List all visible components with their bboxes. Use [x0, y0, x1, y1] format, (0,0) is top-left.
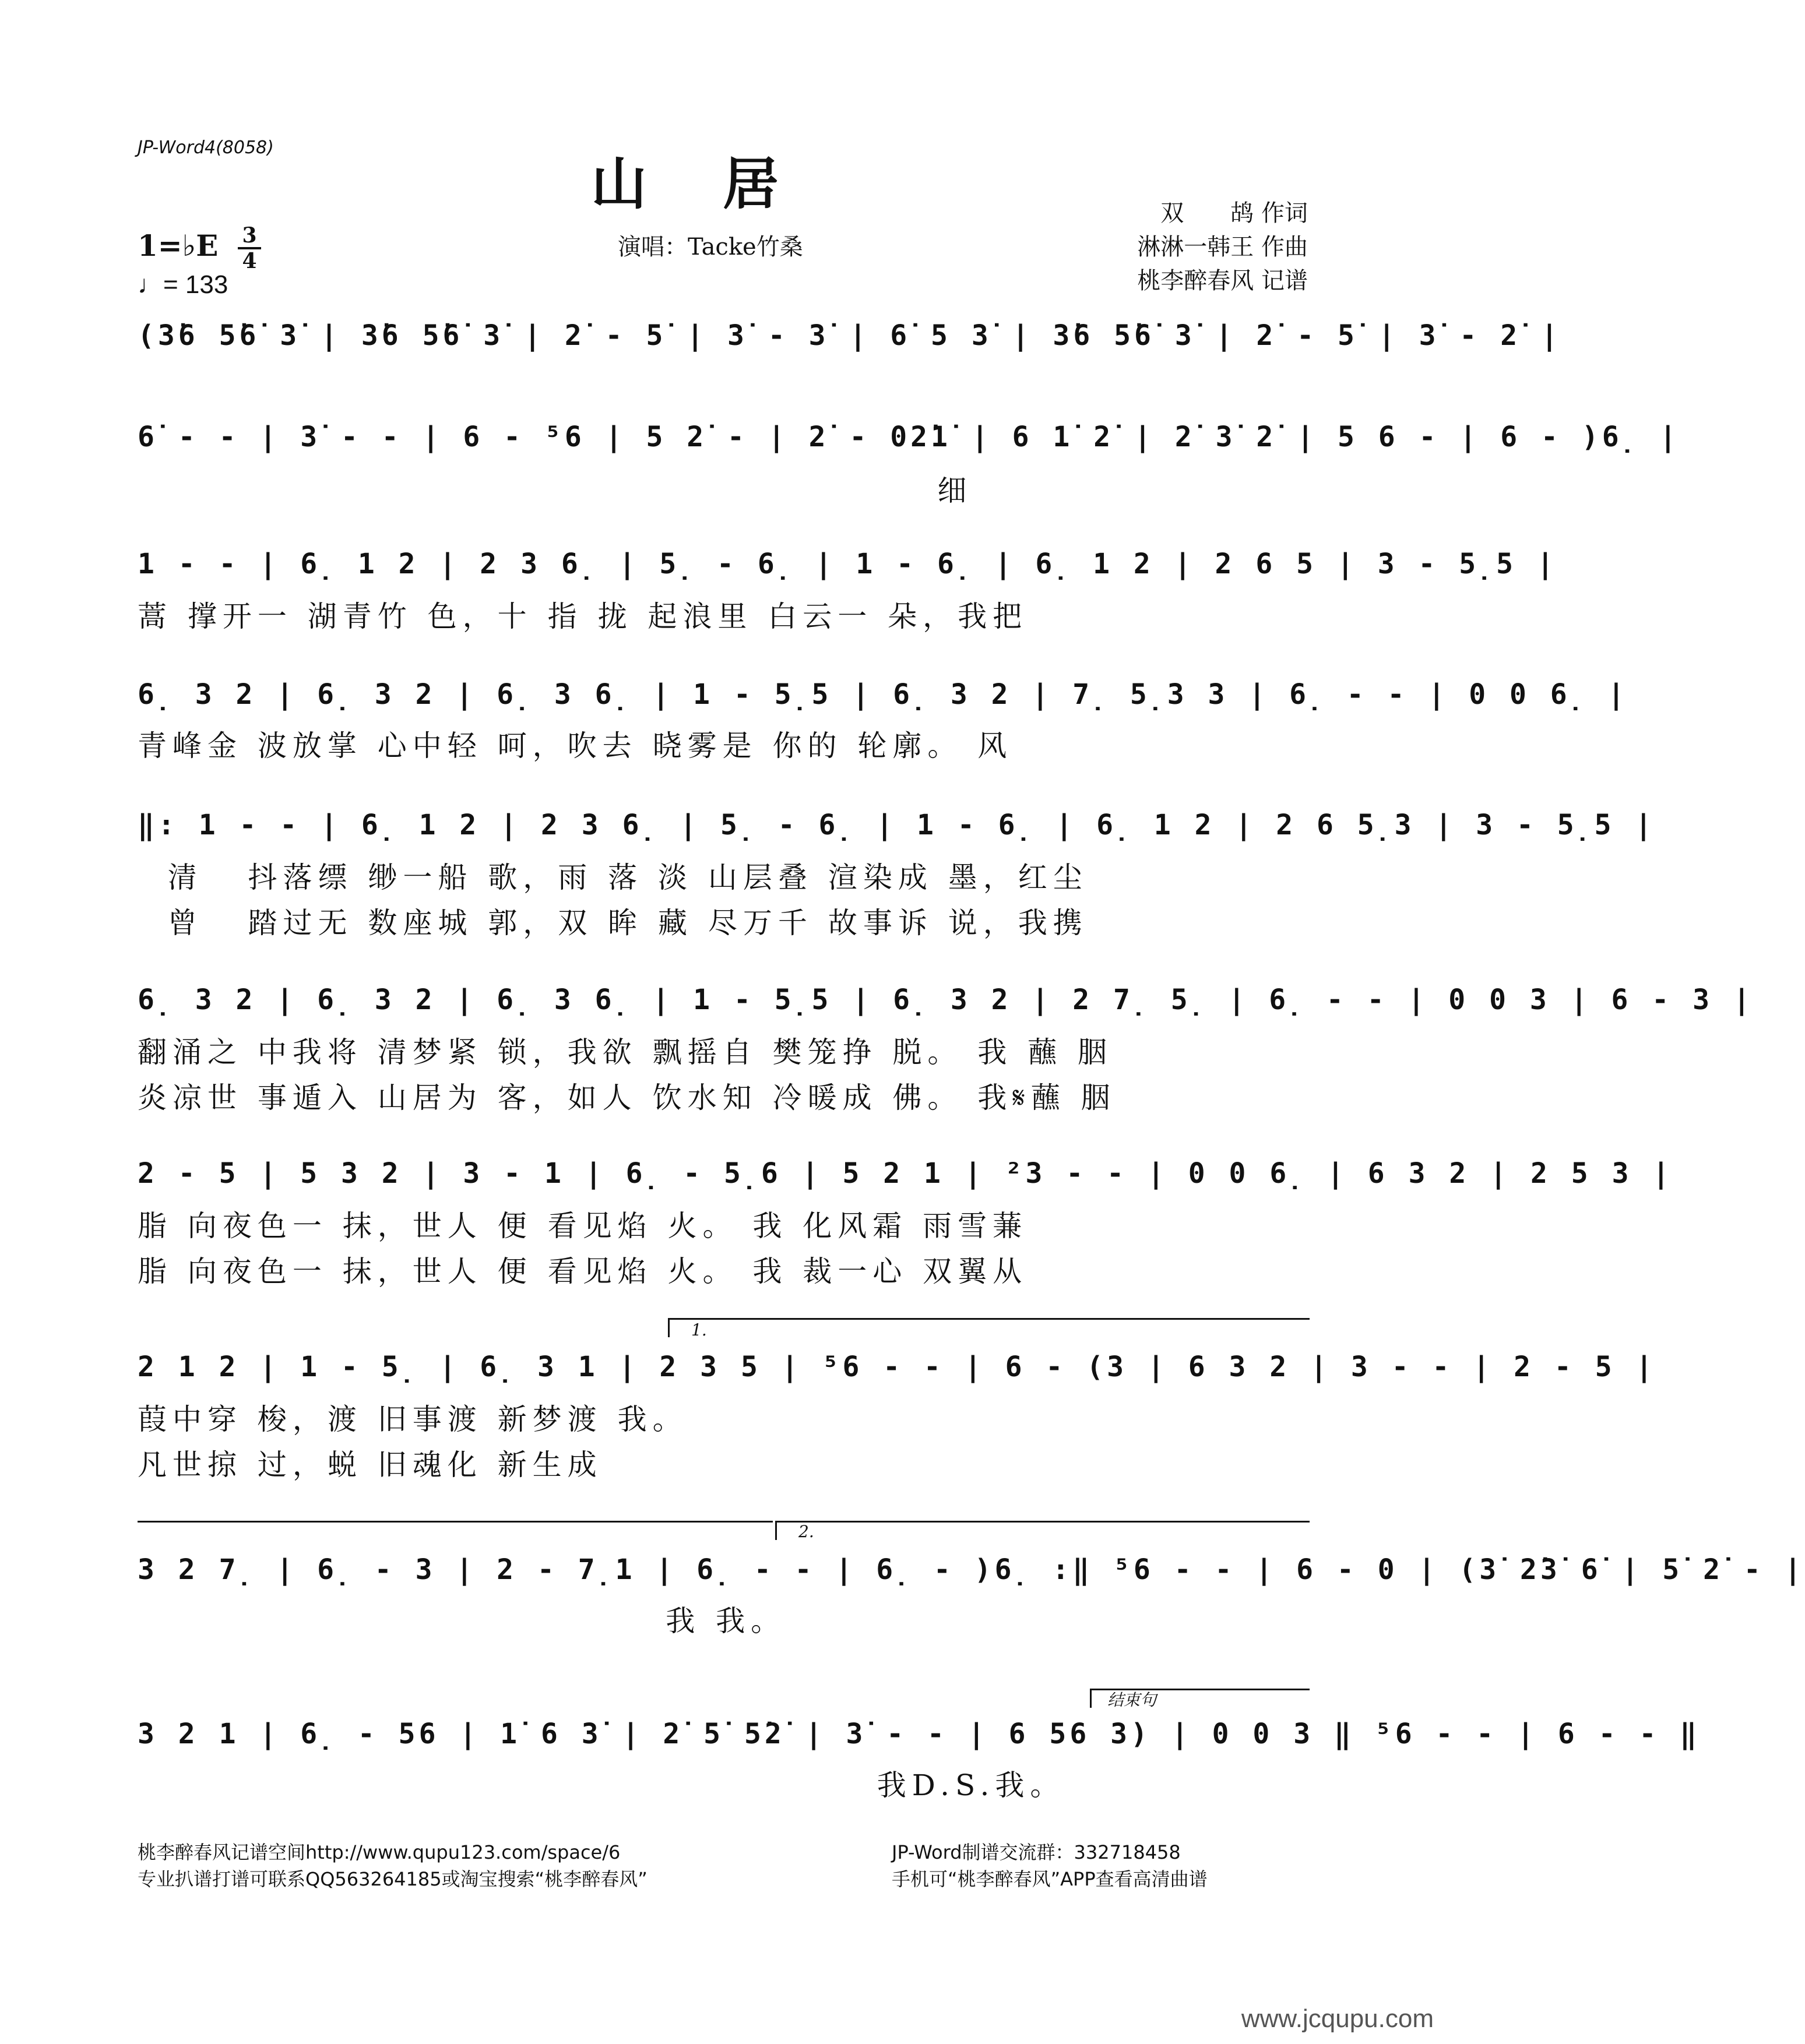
software-label: JP-Word4(8058) [138, 138, 274, 158]
score-system-10 [138, 1718, 1701, 1802]
notes-line: ‖: 1 - - | 6̣ 1 2 | 2 3 6̣ | 5̣ - 6̣ | 1 - 6̣ | 6̣ 1 2 | 2 6 5̣3 | 3 - 5̣5 | [138, 809, 1656, 841]
score-system-4 [138, 678, 1628, 766]
score-system-3 [138, 548, 1557, 635]
time-signature-bottom: 4 [242, 249, 257, 273]
notes-line: (3̇6 5̇6̇ 3̇ | 3̇6 5̇6̇ 3̇ | 2̇ - 5̇ | 3̇ - 3̇ | 6̇ 5 3̇ | 3̇6 5̇6̇ 3̇ | 2̇ - 5̇ | 3̇ - 2̇ | [138, 319, 1561, 352]
volta-label-2: 2. [798, 1522, 814, 1541]
notes-line: 6̇ - - | 3̇ - - | 6 - ⁵6 | 5 2̇ - | 2̇ - 02̇1̇ | 6 1̇ 2̇ | 2̇ 3̇ 2̇ | 5 6 - | 6 - )6̣ | [138, 421, 1680, 453]
lyrics-line-verse-1: 翻涌之 中我将 清梦紧 锁，我欲 飘摇自 樊笼挣 脱。 我 蘸 胭 [138, 1035, 1113, 1069]
watermark: www.jcqupu.com [1241, 2004, 1434, 2033]
lyrics-line: 我D.S.我。 [138, 1768, 1065, 1802]
lyrics-line: 我 我。 [138, 1604, 786, 1638]
transcriber-credit: 桃李醉春风 记谱 [1137, 267, 1308, 294]
lyrics-line-verse-1: 脂 向夜色一 抹，世人 便 看见焰 火。 我 化风霜 雨雪蒹 [138, 1209, 1028, 1243]
key-signature: 1=♭E [138, 228, 219, 263]
footer-app: 手机可“桃李醉春风”APP查看高清曲谱 [892, 1868, 1208, 1890]
singer-label: 演唱：Tacke竹桑 [618, 234, 803, 260]
score-system-8 [138, 1351, 1656, 1485]
volta-bracket-2 [775, 1521, 1310, 1540]
notes-line: 2 - 5 | 5 3 2 | 3 - 1 | 6̣ - 5̣6 | 5 2 1 | ²3 - - | 0 0 6̣ | 6 3 2 | 2 5 3 | [138, 1157, 1673, 1190]
lyrics-line-verse-2: 炎凉世 事遁入 山居为 客，如人 饮水知 冷暖成 佛。 我𝄋蘸 胭 [138, 1081, 1116, 1115]
notes-line: 6̣ 3 2 | 6̣ 3 2 | 6̣ 3 6̣ | 1 - 5̣5 | 6̣ 3 2 | 2 7̣ 5̣ | 6̣ - - | 0 0 3 | 6 - 3 | [138, 984, 1754, 1016]
notes-line: 1 - - | 6̣ 1 2 | 2 3 6̣ | 5̣ - 6̣ | 1 - 6̣ | 6̣ 1 2 | 2 6 5 | 3 - 5̣5 | [138, 548, 1557, 580]
score-system-2 [138, 421, 1680, 508]
lyrics-line-verse-1: 葭中穿 梭，渡 旧事渡 新梦渡 我。 [138, 1402, 688, 1436]
score-system-5 [138, 809, 1656, 943]
lyrics-line: 蒿 撑开一 湖青竹 色，十 指 拢 起浪里 白云一 朵，我把 [138, 600, 1028, 633]
coda-label: 结束句 [1107, 1690, 1157, 1710]
song-title: 山居 [591, 151, 854, 217]
time-signature-top: 3 [242, 223, 257, 248]
lyrics-line: 细 [138, 474, 973, 508]
score-system-7 [138, 1157, 1673, 1291]
lyrics-line-verse-2: 脂 向夜色一 抹，世人 便 看见焰 火。 我 裁一心 双翼从 [138, 1254, 1028, 1288]
lyricist-credit: 双 鸪 作词 [1160, 200, 1308, 227]
footer-contact: 专业扒谱打谱可联系QQ563264185或淘宝搜索“桃李醉春风” [138, 1868, 648, 1890]
lyrics-line: 青峰金 波放掌 心中轻 呵，吹去 晓雾是 你的 轮廓。 风 [138, 729, 1013, 763]
volta-label-1: 1. [691, 1320, 707, 1340]
score-system-1 [138, 319, 1561, 372]
notes-line: 3 2 1 | 6̣ - 56 | 1̇ 6 3̇ | 2̇ 5̇ 5̇2̇ | 3̇ - - | 6 56 3) | 0 0 3 ‖ ⁵6 - - | 6 - - ‖ [138, 1718, 1701, 1750]
notes-line: 6̣ 3 2 | 6̣ 3 2 | 6̣ 3 6̣ | 1 - 5̣5 | 6̣ 3 2 | 7̣ 5̣3 3 | 6̣ - - | 0 0 6̣ | [138, 678, 1628, 711]
lyrics-line-verse-2: 凡世掠 过，蜕 旧魂化 新生成 [138, 1448, 603, 1482]
tempo-marking: ♩= 133 [138, 270, 228, 299]
volta-bracket-1 [668, 1318, 1310, 1337]
score-system-9 [138, 1553, 1805, 1638]
footer-group: JP-Word制谱交流群：332718458 [892, 1841, 1181, 1863]
notes-line: 2 1 2 | 1 - 5̣ | 6̣ 3 1 | 2 3 5 | ⁵6 - - | 6 - (3 | 6 3 2 | 3 - - | 2 - 5 | [138, 1351, 1656, 1383]
lyrics-line-verse-1: 清 抖落缥 缈一船 歌，雨 落 淡 山层叠 渲染成 墨，红尘 [138, 861, 1088, 894]
notes-line: 3 2 7̣ | 6̣ - 3 | 2 - 7̣1 | 6̣ - - | 6̣ - )6̣ :‖ ⁵6 - - | 6 - 0 | (3̇ 2̇3̇ 6̇ | 5̇ 2̇ - | [138, 1553, 1805, 1586]
score-system-6 [138, 984, 1754, 1118]
time-signature [238, 225, 261, 272]
volta-continuation-line [138, 1521, 773, 1523]
footer-website: 桃李醉春风记谱空间http://www.qupu123.com/space/6 [138, 1841, 621, 1863]
lyrics-line-verse-2: 曾 踏过无 数座城 郭，双 眸 藏 尽万千 故事诉 说，我携 [138, 906, 1088, 940]
composer-credit: 淋淋一韩王 作曲 [1137, 234, 1308, 260]
